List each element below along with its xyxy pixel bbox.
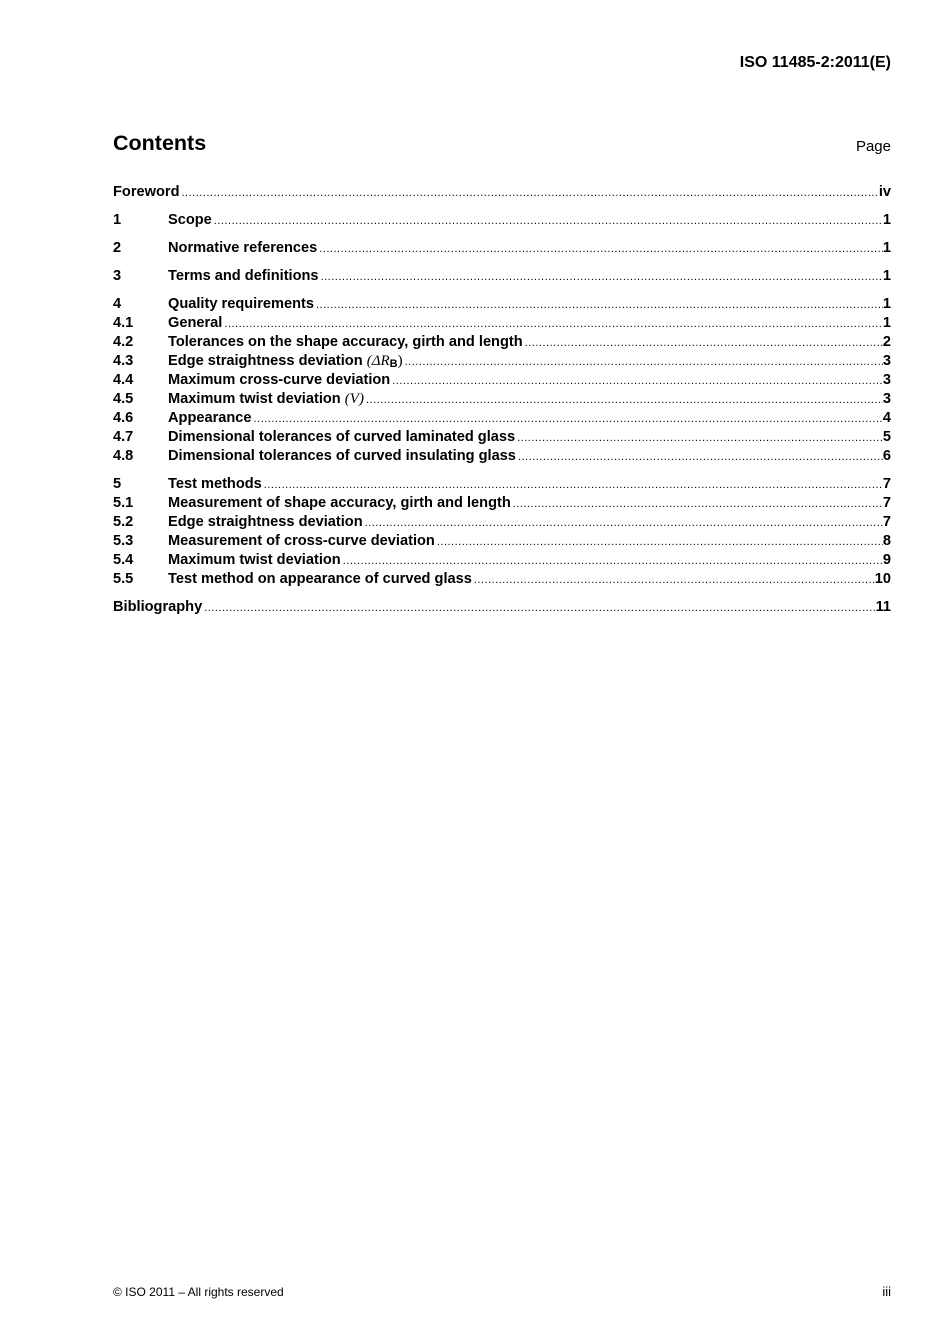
toc-entry-page: 6 [882,448,891,464]
dot-leader [363,514,883,533]
toc-entry-bibliography[interactable] [113,598,891,617]
toc-entry-number: 1 [113,212,122,228]
toc-entry-page: 5 [882,429,891,445]
toc-entry-title: Normative references [168,240,318,256]
toc-entry-4-1[interactable] [113,314,891,333]
toc-entry-5[interactable] [113,475,891,494]
toc-entry-number: 5.5 [113,571,134,587]
dot-leader [317,240,883,259]
toc-entry-3[interactable] [113,267,891,286]
toc-entry-title: Maximum cross-curve deviation [168,372,391,388]
toc-entry-number: 4.5 [113,391,134,407]
toc-entry-page: 3 [882,353,891,369]
toc-entry-page: 3 [882,372,891,388]
toc-entry-4-3[interactable] [113,352,891,371]
dot-leader [403,353,883,372]
dot-leader [390,372,883,391]
toc-entry-title: Dimensional tolerances of curved laminated glass [168,429,516,445]
dot-leader [364,391,883,410]
toc-entry-foreword[interactable] [113,183,891,202]
toc-entry-page: 11 [875,599,891,615]
toc-entry-title: Dimensional tolerances of curved insulating glass [168,448,516,464]
toc-entry-number: 4.4 [113,372,134,388]
toc-entry-page: 7 [882,476,891,492]
toc-entry-4-5[interactable] [113,390,891,409]
toc-entry-4-8[interactable] [113,447,891,466]
toc-entry-5-3[interactable] [113,532,891,551]
dot-leader [515,429,883,448]
toc-entry-1[interactable] [113,211,891,230]
toc-entry-title: Scope [168,212,212,228]
toc-entry-number: 4.1 [113,315,134,331]
toc-entry-4[interactable] [113,295,891,314]
toc-entry-page: 10 [874,571,891,587]
dot-leader [202,599,875,618]
toc-entry-title: Foreword [113,184,180,200]
toc-entry-title: Edge straightness deviation [168,514,363,530]
toc-entry-title: Measurement of cross-curve deviation [168,533,435,549]
toc-entry-number: 5.1 [113,495,134,511]
page-title: Contents [113,131,207,155]
toc-entry-page: 1 [882,268,891,284]
toc-entry-page: 4 [882,410,891,426]
toc-entry-number: 4.7 [113,429,134,445]
toc-entry-title: Appearance [168,410,252,426]
toc-entry-page: iv [878,184,891,200]
toc-entry-page: 1 [882,212,891,228]
toc-entry-5-2[interactable] [113,513,891,532]
math-symbol: (V) [344,391,364,407]
toc-entry-title: Measurement of shape accuracy, girth and length [168,495,511,511]
toc-entry-title: Bibliography [113,599,203,615]
document-id: ISO 11485-2:2011(E) [739,54,891,71]
toc-entry-5-4[interactable] [113,551,891,570]
toc-entry-number: 4.6 [113,410,134,426]
dot-leader [472,571,875,590]
toc-entry-number: 2 [113,240,122,256]
math-symbol-close: ) [397,353,403,369]
toc-entry-page: 1 [882,296,891,312]
dot-leader [523,334,883,353]
dot-leader [319,268,883,287]
toc-entry-title: Tolerances on the shape accuracy, girth and length [168,334,523,350]
toc-entry-2[interactable] [113,239,891,258]
toc-entry-number: 5 [113,476,122,492]
dot-leader [252,410,883,429]
dot-leader [341,552,883,571]
toc-entry-title: Test methods [168,476,262,492]
dot-leader [222,315,883,334]
toc-entry-page: 1 [882,240,891,256]
dot-leader [314,296,883,315]
toc-entry-number: 5.2 [113,514,134,530]
toc-entry-4-2[interactable] [113,333,891,352]
toc-entry-title: Maximum twist deviation [168,552,341,568]
toc-entry-title: Quality requirements [168,296,314,312]
toc-entry-page: 3 [882,391,891,407]
toc-entry-number: 4 [113,296,122,312]
toc-entry-4-4[interactable] [113,371,891,390]
toc-entry-page: 1 [882,315,891,331]
math-subscript: B [389,358,398,370]
dot-leader [516,448,883,467]
toc-entry-number: 4.8 [113,448,134,464]
dot-leader [179,184,878,203]
copyright-notice: © ISO 2011 – All rights reserved [113,1285,284,1299]
dot-leader [511,495,883,514]
toc-entry-page: 7 [882,495,891,511]
toc-entry-title [168,390,364,409]
toc-entry-number: 4.3 [113,353,134,369]
toc-entry-number: 3 [113,268,122,284]
toc-entry-number: 5.4 [113,552,134,568]
page-number: iii [882,1284,891,1299]
toc-entry-title: Terms and definitions [168,268,319,284]
dot-leader [262,476,883,495]
toc-entry-page: 9 [882,552,891,568]
toc-entry-title: General [168,315,223,331]
toc-entry-4-6[interactable] [113,409,891,428]
toc-entry-title: Test method on appearance of curved glass [168,571,472,587]
toc-entry-number: 5.3 [113,533,134,549]
math-symbol-open: (ΔR [366,353,390,369]
toc-entry-title-text: Maximum twist deviation [168,391,341,407]
page-column-label: Page [855,138,891,155]
toc-entry-page: 8 [882,533,891,549]
toc-entry-page: 2 [882,334,891,350]
toc-entry-5-5[interactable] [113,570,891,589]
toc-entry-number: 4.2 [113,334,134,350]
toc-entry-5-1[interactable] [113,494,891,513]
toc-entry-title-text: Edge straightness deviation [168,353,363,369]
toc-entry-page: 7 [882,514,891,530]
dot-leader [212,212,883,231]
dot-leader [435,533,883,552]
toc-entry-4-7[interactable] [113,428,891,447]
table-of-contents [113,183,891,617]
